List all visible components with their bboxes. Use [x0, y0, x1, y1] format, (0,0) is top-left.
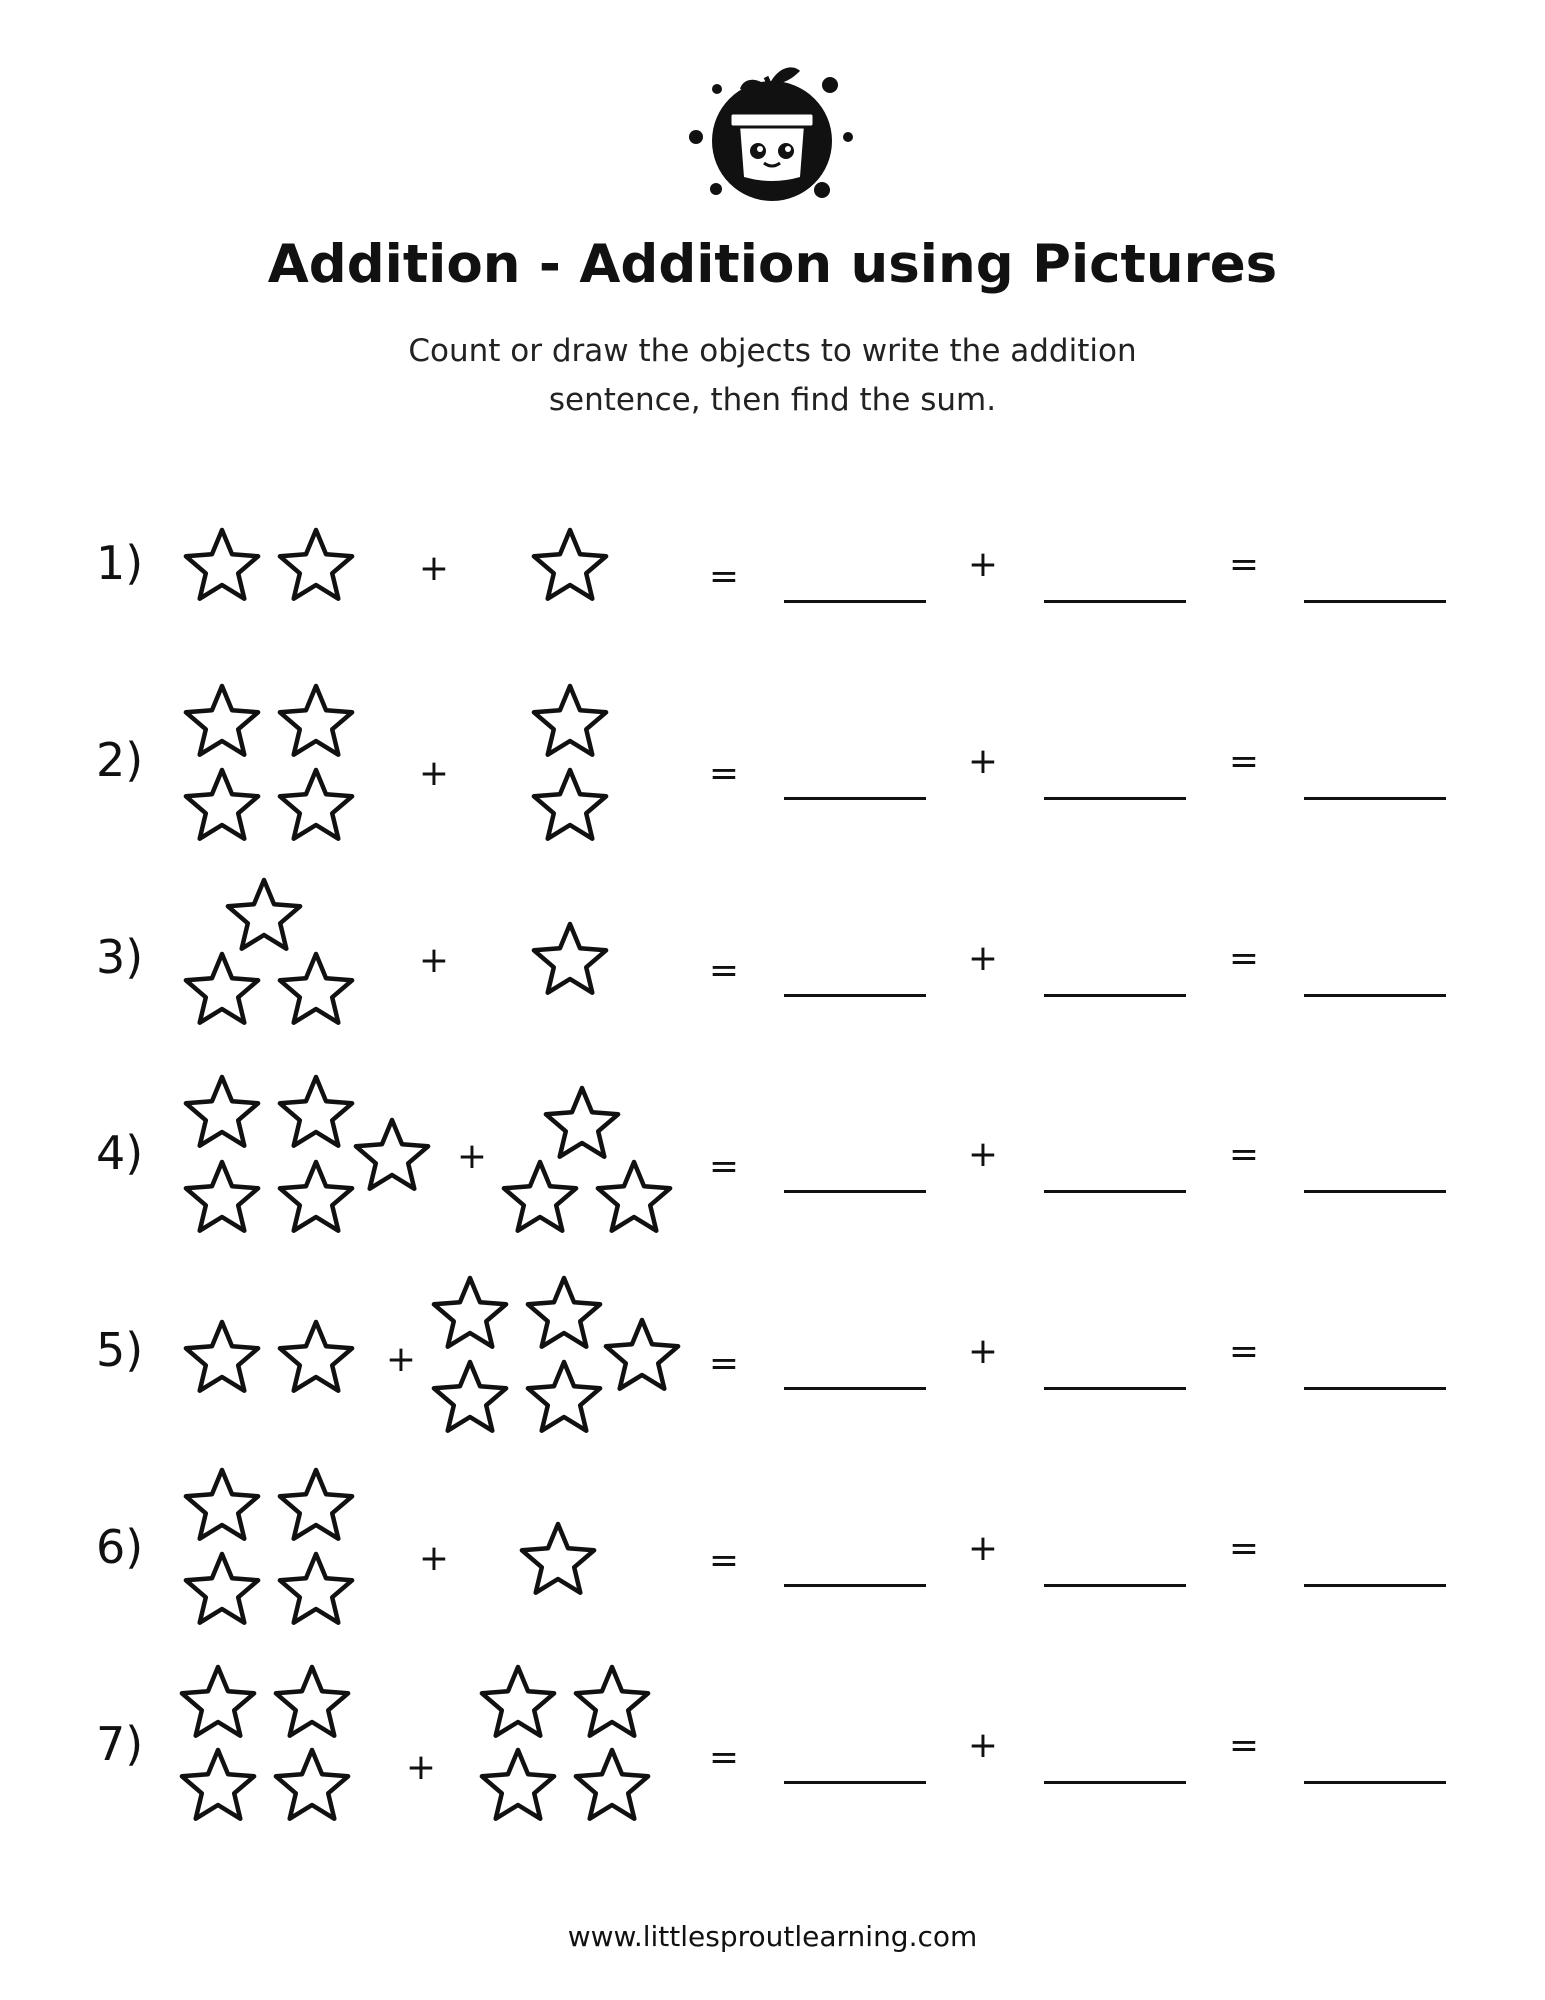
answer-blank-addend-2[interactable]: [1044, 600, 1186, 603]
star-icon: [576, 1750, 648, 1819]
star-icon: [186, 1162, 258, 1231]
star-icon: [186, 770, 258, 839]
answer-blank-addend-2[interactable]: [1044, 994, 1186, 997]
answer-blank-addend-1[interactable]: [784, 1781, 926, 1784]
star-icon: [186, 1322, 258, 1391]
star-icon: [182, 1750, 254, 1819]
star-icon: [280, 1322, 352, 1391]
star-icon: [186, 686, 258, 755]
equals-sign: =: [708, 1540, 740, 1581]
plus-sign: +: [967, 1134, 999, 1175]
instructions-line-1: Count or draw the objects to write the addition: [408, 333, 1137, 369]
answer-blank-sum[interactable]: [1304, 600, 1446, 603]
equals-sign: =: [708, 556, 740, 597]
answer-blank-sum[interactable]: [1304, 797, 1446, 800]
answer-blank-addend-1[interactable]: [784, 1190, 926, 1193]
plus-sign: +: [405, 1747, 437, 1788]
star-icon: [186, 1077, 258, 1146]
star-icon: [280, 686, 352, 755]
star-icon: [186, 1470, 258, 1539]
equals-sign: =: [708, 950, 740, 991]
answer-blank-sum[interactable]: [1304, 1781, 1446, 1784]
star-icon: [528, 1362, 600, 1431]
problem-number: 1): [96, 536, 144, 590]
equals-sign: =: [1228, 741, 1260, 782]
star-icon: [186, 1554, 258, 1623]
star-icon: [186, 954, 258, 1023]
star-icon: [606, 1320, 678, 1389]
star-icon: [576, 1667, 648, 1736]
answer-blank-sum[interactable]: [1304, 994, 1446, 997]
answer-blank-addend-2[interactable]: [1044, 797, 1186, 800]
star-icon: [182, 1667, 254, 1736]
star-icon: [280, 1077, 352, 1146]
equals-sign: =: [1228, 1331, 1260, 1372]
star-icon: [276, 1667, 348, 1736]
star-icon: [534, 770, 606, 839]
answer-blank-sum[interactable]: [1304, 1387, 1446, 1390]
plus-sign: +: [418, 753, 450, 794]
plus-sign: +: [418, 1538, 450, 1579]
star-icon: [434, 1362, 506, 1431]
star-icon: [276, 1750, 348, 1819]
plus-sign: +: [967, 1725, 999, 1766]
equals-sign: =: [708, 753, 740, 794]
answer-blank-addend-2[interactable]: [1044, 1387, 1186, 1390]
star-icon: [280, 954, 352, 1023]
answer-blank-addend-1[interactable]: [784, 797, 926, 800]
plus-sign: +: [456, 1136, 488, 1177]
answer-blank-addend-2[interactable]: [1044, 1781, 1186, 1784]
star-icon: [534, 686, 606, 755]
star-icon: [280, 770, 352, 839]
plus-sign: +: [418, 940, 450, 981]
problem-number: 7): [96, 1717, 144, 1771]
star-icon: [482, 1667, 554, 1736]
problem-number: 5): [96, 1323, 144, 1377]
page-title: Addition - Addition using Pictures: [267, 234, 1278, 295]
answer-blank-addend-1[interactable]: [784, 1387, 926, 1390]
answer-blank-addend-1[interactable]: [784, 994, 926, 997]
star-icon: [434, 1278, 506, 1347]
problem-number: 6): [96, 1520, 144, 1574]
star-icon: [534, 924, 606, 993]
equals-sign: =: [1228, 938, 1260, 979]
star-icon: [504, 1162, 576, 1231]
star-icon: [280, 1162, 352, 1231]
equals-sign: =: [1228, 1725, 1260, 1766]
equals-sign: =: [708, 1146, 740, 1187]
footer-url: www.littlesproutlearning.com: [567, 1920, 978, 1953]
equals-sign: =: [708, 1343, 740, 1384]
answer-blank-sum[interactable]: [1304, 1584, 1446, 1587]
equals-sign: =: [708, 1737, 740, 1778]
star-icon: [186, 530, 258, 599]
plus-sign: +: [385, 1339, 417, 1380]
star-icon: [228, 880, 300, 949]
plus-sign: +: [967, 1528, 999, 1569]
star-icon: [280, 1554, 352, 1623]
plus-sign: +: [967, 741, 999, 782]
plus-sign: +: [967, 544, 999, 585]
problem-number: 4): [96, 1126, 144, 1180]
plus-sign: +: [418, 548, 450, 589]
star-icon: [482, 1750, 554, 1819]
answer-blank-addend-1[interactable]: [784, 1584, 926, 1587]
answer-blank-addend-2[interactable]: [1044, 1190, 1186, 1193]
star-icon: [280, 530, 352, 599]
answer-blank-addend-1[interactable]: [784, 600, 926, 603]
equals-sign: =: [1228, 1134, 1260, 1175]
equals-sign: =: [1228, 544, 1260, 585]
star-icon: [598, 1162, 670, 1231]
star-icon: [534, 530, 606, 599]
star-icon: [356, 1120, 428, 1189]
instructions-line-2: sentence, then find the sum.: [548, 382, 997, 418]
equals-sign: =: [1228, 1528, 1260, 1569]
plus-sign: +: [967, 938, 999, 979]
answer-blank-addend-2[interactable]: [1044, 1584, 1186, 1587]
answer-blank-sum[interactable]: [1304, 1190, 1446, 1193]
problem-number: 3): [96, 930, 144, 984]
problem-number: 2): [96, 733, 144, 787]
star-icon: [528, 1278, 600, 1347]
star-icon: [522, 1524, 594, 1593]
star-icon: [280, 1470, 352, 1539]
plus-sign: +: [967, 1331, 999, 1372]
star-icon: [546, 1088, 618, 1157]
